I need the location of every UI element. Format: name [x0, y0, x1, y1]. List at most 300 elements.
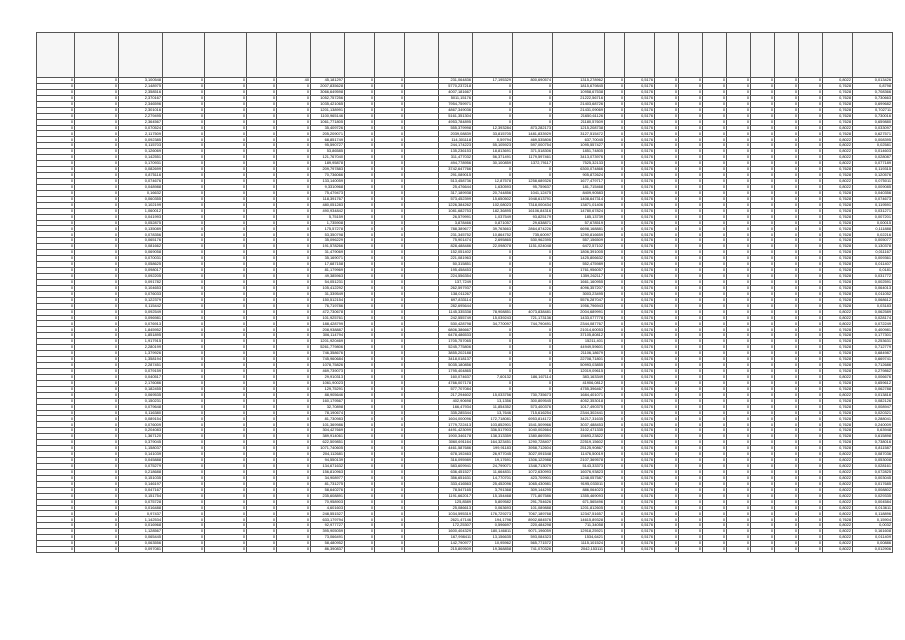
- table-cell[interactable]: 0: [37, 374, 75, 380]
- table-cell[interactable]: 0,627571: [853, 131, 893, 137]
- table-cell[interactable]: 0: [247, 161, 277, 167]
- table-cell[interactable]: 0: [247, 493, 277, 499]
- table-cell[interactable]: 0: [751, 398, 775, 404]
- table-cell[interactable]: 0: [247, 214, 277, 220]
- table-cell[interactable]: 0: [703, 505, 727, 511]
- table-cell[interactable]: 0: [513, 167, 553, 173]
- table-cell[interactable]: 1151,024048: [513, 244, 553, 250]
- table-cell[interactable]: 383,163349: [553, 374, 605, 380]
- table-cell[interactable]: 6806,386667: [439, 327, 473, 333]
- table-cell[interactable]: 0: [679, 499, 703, 505]
- table-cell[interactable]: 0,5176: [625, 440, 655, 446]
- table-cell[interactable]: 0: [205, 285, 247, 291]
- table-cell[interactable]: 1061,90023: [311, 380, 345, 386]
- table-cell[interactable]: 0,8022: [823, 125, 853, 131]
- table-cell[interactable]: 0: [75, 505, 119, 511]
- table-cell[interactable]: 1201,138991: [311, 107, 345, 113]
- table-cell[interactable]: 0: [605, 273, 625, 279]
- table-cell[interactable]: 0: [75, 499, 119, 505]
- table-cell[interactable]: 0: [703, 297, 727, 303]
- table-cell[interactable]: 0: [345, 303, 375, 309]
- table-cell[interactable]: 0: [375, 238, 405, 244]
- table-cell[interactable]: 0: [75, 351, 119, 357]
- table-cell[interactable]: 93,825179: [513, 214, 553, 220]
- table-cell[interactable]: 0: [775, 196, 799, 202]
- table-cell[interactable]: 0: [751, 95, 775, 101]
- table-cell[interactable]: 0: [345, 101, 375, 107]
- table-cell[interactable]: 0: [727, 374, 751, 380]
- table-cell[interactable]: 0: [247, 262, 277, 268]
- table-cell[interactable]: 0: [679, 392, 703, 398]
- table-cell[interactable]: 0: [605, 89, 625, 95]
- table-cell[interactable]: 0: [205, 250, 247, 256]
- table-cell[interactable]: 0: [799, 511, 823, 517]
- table-cell[interactable]: 0,5176: [625, 404, 655, 410]
- table-cell[interactable]: 0: [605, 167, 625, 173]
- table-cell[interactable]: 73,066491: [311, 535, 345, 541]
- table-cell[interactable]: 10958,67538: [553, 89, 605, 95]
- table-cell[interactable]: 0: [775, 208, 799, 214]
- table-cell[interactable]: 0: [513, 101, 553, 107]
- table-cell[interactable]: 0: [247, 469, 277, 475]
- table-cell[interactable]: 0: [799, 380, 823, 386]
- table-cell[interactable]: 0: [703, 416, 727, 422]
- table-cell[interactable]: 0: [247, 83, 277, 89]
- table-cell[interactable]: 0: [247, 440, 277, 446]
- table-cell[interactable]: 0: [37, 368, 75, 374]
- table-cell[interactable]: 0: [727, 78, 751, 84]
- table-cell[interactable]: 14615,89328: [553, 517, 605, 523]
- table-cell[interactable]: 0: [605, 113, 625, 119]
- table-cell[interactable]: 1779,722413: [439, 422, 473, 428]
- table-cell[interactable]: 0: [655, 469, 679, 475]
- table-cell[interactable]: 0: [37, 541, 75, 547]
- table-cell[interactable]: 0: [727, 505, 751, 511]
- table-cell[interactable]: 0: [37, 268, 75, 274]
- table-cell[interactable]: 513,458736: [439, 178, 473, 184]
- table-cell[interactable]: 0: [247, 541, 277, 547]
- table-cell[interactable]: 555,379998: [439, 125, 473, 131]
- table-cell[interactable]: 0: [655, 78, 679, 84]
- table-cell[interactable]: 316,095989: [439, 458, 473, 464]
- table-cell[interactable]: 0: [655, 392, 679, 398]
- table-cell[interactable]: 1795,404865: [439, 368, 473, 374]
- table-cell[interactable]: 0: [205, 487, 247, 493]
- table-cell[interactable]: 0: [727, 345, 751, 351]
- table-cell[interactable]: 0: [655, 291, 679, 297]
- table-cell[interactable]: 0,161608: [853, 529, 893, 535]
- table-cell[interactable]: 0: [727, 161, 751, 167]
- table-cell[interactable]: 0,5176: [625, 250, 655, 256]
- table-cell[interactable]: 0: [727, 83, 751, 89]
- table-cell[interactable]: 0: [799, 475, 823, 481]
- table-cell[interactable]: 0: [473, 95, 513, 101]
- table-cell[interactable]: 0,5176: [625, 386, 655, 392]
- table-cell[interactable]: 0: [751, 368, 775, 374]
- table-cell[interactable]: 0: [727, 339, 751, 345]
- table-cell[interactable]: 172,25307: [439, 523, 473, 529]
- table-cell[interactable]: 0: [473, 101, 513, 107]
- table-cell[interactable]: 0,0032: [853, 523, 893, 529]
- table-cell[interactable]: 0: [247, 143, 277, 149]
- table-cell[interactable]: 0,5176: [625, 374, 655, 380]
- table-cell[interactable]: 0: [277, 398, 311, 404]
- table-cell[interactable]: 0,5176: [625, 119, 655, 125]
- table-cell[interactable]: 0: [37, 493, 75, 499]
- table-cell[interactable]: 0: [703, 517, 727, 523]
- table-cell[interactable]: 0: [751, 416, 775, 422]
- table-cell[interactable]: 0: [473, 250, 513, 256]
- table-cell[interactable]: 0,7628: [823, 256, 853, 262]
- table-cell[interactable]: 0: [605, 196, 625, 202]
- table-cell[interactable]: 0: [605, 173, 625, 179]
- table-cell[interactable]: 0: [205, 392, 247, 398]
- table-cell[interactable]: 0: [605, 184, 625, 190]
- table-cell[interactable]: 0: [473, 89, 513, 95]
- table-cell[interactable]: 0: [247, 315, 277, 321]
- table-cell[interactable]: 0: [679, 333, 703, 339]
- table-cell[interactable]: 552,475989: [553, 262, 605, 268]
- table-cell[interactable]: 0: [163, 487, 205, 493]
- table-cell[interactable]: 0,5176: [625, 83, 655, 89]
- table-cell[interactable]: 0: [513, 351, 553, 357]
- table-cell[interactable]: 125,8589: [439, 499, 473, 505]
- table-cell[interactable]: 0: [75, 155, 119, 161]
- table-cell[interactable]: 0: [679, 232, 703, 238]
- table-cell[interactable]: 0: [205, 505, 247, 511]
- table-cell[interactable]: 333,416563: [439, 481, 473, 487]
- table-cell[interactable]: 0,072249: [853, 321, 893, 327]
- table-cell[interactable]: 0: [655, 321, 679, 327]
- table-cell[interactable]: 0: [247, 505, 277, 511]
- table-cell[interactable]: 1,142534: [119, 517, 163, 523]
- table-cell[interactable]: 1661,160955: [553, 279, 605, 285]
- table-cell[interactable]: 0: [679, 190, 703, 196]
- table-cell[interactable]: 0: [799, 452, 823, 458]
- table-cell[interactable]: 0: [473, 113, 513, 119]
- table-cell[interactable]: 0,014603: [853, 149, 893, 155]
- table-cell[interactable]: 0: [37, 458, 75, 464]
- table-cell[interactable]: 2007,835628: [311, 83, 345, 89]
- table-cell[interactable]: 0: [277, 368, 311, 374]
- table-cell[interactable]: 0: [679, 440, 703, 446]
- table-cell[interactable]: 0,5176: [625, 333, 655, 339]
- table-cell[interactable]: 0: [375, 458, 405, 464]
- table-cell[interactable]: 0: [75, 173, 119, 179]
- table-cell[interactable]: 0: [605, 321, 625, 327]
- table-cell[interactable]: 0: [247, 155, 277, 161]
- table-cell[interactable]: 3958,712604: [513, 446, 553, 452]
- table-cell[interactable]: 0: [775, 368, 799, 374]
- table-cell[interactable]: 0: [727, 351, 751, 357]
- table-cell[interactable]: 0: [751, 202, 775, 208]
- table-cell[interactable]: 0: [799, 178, 823, 184]
- column-header[interactable]: [405, 33, 439, 78]
- table-cell[interactable]: 0: [655, 214, 679, 220]
- table-cell[interactable]: 0,069535: [119, 392, 163, 398]
- table-cell[interactable]: 0: [727, 113, 751, 119]
- table-cell[interactable]: 0: [163, 475, 205, 481]
- table-cell[interactable]: 4,601603: [311, 505, 345, 511]
- table-cell[interactable]: 0: [679, 505, 703, 511]
- table-cell[interactable]: 2344,302441: [553, 410, 605, 416]
- table-cell[interactable]: 0,5176: [625, 256, 655, 262]
- table-cell[interactable]: 160,074637: [439, 374, 473, 380]
- table-cell[interactable]: 0: [655, 149, 679, 155]
- table-cell[interactable]: 248,551527: [311, 511, 345, 517]
- table-cell[interactable]: 0: [277, 315, 311, 321]
- table-cell[interactable]: 0: [751, 173, 775, 179]
- table-cell[interactable]: 0: [799, 101, 823, 107]
- table-cell[interactable]: 0: [775, 505, 799, 511]
- table-cell[interactable]: 0: [75, 481, 119, 487]
- table-cell[interactable]: 0: [799, 315, 823, 321]
- table-cell[interactable]: 0: [163, 196, 205, 202]
- table-cell[interactable]: 0: [799, 422, 823, 428]
- table-cell[interactable]: 0: [37, 273, 75, 279]
- table-cell[interactable]: 0,8022: [823, 541, 853, 547]
- table-cell[interactable]: 0: [751, 107, 775, 113]
- table-cell[interactable]: 0: [163, 202, 205, 208]
- table-cell[interactable]: 0: [655, 285, 679, 291]
- table-cell[interactable]: 19,368858: [473, 547, 513, 553]
- table-cell[interactable]: 0: [163, 505, 205, 511]
- table-cell[interactable]: 0: [751, 232, 775, 238]
- table-cell[interactable]: 0,8022: [823, 493, 853, 499]
- table-cell[interactable]: 182,36895: [473, 208, 513, 214]
- table-cell[interactable]: 0,15904: [853, 517, 893, 523]
- table-cell[interactable]: 0: [37, 339, 75, 345]
- table-cell[interactable]: 15,039243: [473, 315, 513, 321]
- table-cell[interactable]: 0: [513, 113, 553, 119]
- table-cell[interactable]: 0: [655, 161, 679, 167]
- table-cell[interactable]: 0: [679, 137, 703, 143]
- table-cell[interactable]: 0: [75, 380, 119, 386]
- table-cell[interactable]: 0: [605, 190, 625, 196]
- table-cell[interactable]: 0: [75, 511, 119, 517]
- table-cell[interactable]: 0: [799, 446, 823, 452]
- table-cell[interactable]: 2,695865: [473, 238, 513, 244]
- table-cell[interactable]: 0,082699: [119, 167, 163, 173]
- table-cell[interactable]: 0: [605, 315, 625, 321]
- table-cell[interactable]: 0: [727, 333, 751, 339]
- table-cell[interactable]: 0,119315: [853, 167, 893, 173]
- table-cell[interactable]: 0: [679, 303, 703, 309]
- table-cell[interactable]: 0: [703, 119, 727, 125]
- table-cell[interactable]: 0: [37, 131, 75, 137]
- table-cell[interactable]: 0,288041: [853, 416, 893, 422]
- table-cell[interactable]: 0: [679, 339, 703, 345]
- table-cell[interactable]: 0: [205, 404, 247, 410]
- table-cell[interactable]: 0: [605, 178, 625, 184]
- table-cell[interactable]: 0,7628: [823, 89, 853, 95]
- table-cell[interactable]: 0: [751, 273, 775, 279]
- table-cell[interactable]: 25125,90867: [553, 446, 605, 452]
- table-cell[interactable]: 166,47934: [439, 404, 473, 410]
- table-cell[interactable]: 0: [775, 422, 799, 428]
- table-cell[interactable]: 0: [247, 517, 277, 523]
- table-cell[interactable]: 0: [655, 303, 679, 309]
- table-cell[interactable]: 0: [37, 511, 75, 517]
- table-cell[interactable]: 0,087036: [853, 452, 893, 458]
- table-cell[interactable]: 0: [277, 505, 311, 511]
- table-cell[interactable]: 0: [247, 380, 277, 386]
- table-cell[interactable]: 0: [727, 529, 751, 535]
- table-cell[interactable]: 44949,59601: [553, 345, 605, 351]
- table-cell[interactable]: 565,771572: [513, 541, 553, 547]
- table-cell[interactable]: 0: [75, 184, 119, 190]
- table-cell[interactable]: 0,708366: [853, 89, 893, 95]
- table-cell[interactable]: 0: [655, 202, 679, 208]
- table-cell[interactable]: 0: [679, 357, 703, 363]
- table-cell[interactable]: 0: [345, 137, 375, 143]
- table-cell[interactable]: 0: [751, 345, 775, 351]
- table-cell[interactable]: 1081,682753: [439, 208, 473, 214]
- table-cell[interactable]: 0,182455: [119, 386, 163, 392]
- table-cell[interactable]: 0: [775, 167, 799, 173]
- table-cell[interactable]: 0: [345, 178, 375, 184]
- table-cell[interactable]: 0: [751, 463, 775, 469]
- table-cell[interactable]: 0: [345, 95, 375, 101]
- table-cell[interactable]: 0: [751, 244, 775, 250]
- table-cell[interactable]: 0: [655, 184, 679, 190]
- table-cell[interactable]: 0: [375, 517, 405, 523]
- table-cell[interactable]: 0: [605, 493, 625, 499]
- table-cell[interactable]: 208,938887: [311, 327, 345, 333]
- table-cell[interactable]: 0: [375, 256, 405, 262]
- table-cell[interactable]: 0: [775, 404, 799, 410]
- table-cell[interactable]: 0: [703, 273, 727, 279]
- table-cell[interactable]: 0: [163, 173, 205, 179]
- table-cell[interactable]: 0: [751, 434, 775, 440]
- table-cell[interactable]: 0: [277, 529, 311, 535]
- table-cell[interactable]: 0,00015: [853, 220, 893, 226]
- table-cell[interactable]: 1433,077778: [553, 315, 605, 321]
- table-cell[interactable]: 0: [75, 363, 119, 369]
- table-cell[interactable]: 0: [775, 339, 799, 345]
- table-cell[interactable]: 0,097081: [119, 547, 163, 553]
- table-cell[interactable]: 0: [473, 386, 513, 392]
- column-header[interactable]: [75, 33, 119, 78]
- table-cell[interactable]: 0: [375, 363, 405, 369]
- table-cell[interactable]: 0: [605, 505, 625, 511]
- table-cell[interactable]: 0: [727, 262, 751, 268]
- table-cell[interactable]: 0,079159: [119, 368, 163, 374]
- table-cell[interactable]: 0: [751, 547, 775, 553]
- table-cell[interactable]: 0: [37, 327, 75, 333]
- table-cell[interactable]: 0: [75, 149, 119, 155]
- table-cell[interactable]: 573,400376: [513, 404, 553, 410]
- table-cell[interactable]: 21222,56716: [553, 95, 605, 101]
- table-cell[interactable]: 0: [679, 458, 703, 464]
- table-cell[interactable]: 0: [679, 428, 703, 434]
- table-cell[interactable]: 0,5176: [625, 95, 655, 101]
- table-cell[interactable]: 1,735908: [311, 220, 345, 226]
- table-cell[interactable]: 0: [605, 398, 625, 404]
- table-cell[interactable]: 0: [799, 339, 823, 345]
- table-cell[interactable]: 0: [751, 363, 775, 369]
- table-cell[interactable]: 0: [799, 184, 823, 190]
- table-cell[interactable]: 0: [247, 303, 277, 309]
- table-cell[interactable]: 6698,168881: [553, 226, 605, 232]
- table-cell[interactable]: 1290,816659: [553, 232, 605, 238]
- table-cell[interactable]: 0: [345, 238, 375, 244]
- table-cell[interactable]: 17,195329: [473, 78, 513, 84]
- table-cell[interactable]: 0: [163, 547, 205, 553]
- table-cell[interactable]: 0: [799, 327, 823, 333]
- table-cell[interactable]: 4491,423099: [439, 428, 473, 434]
- table-cell[interactable]: 0,5176: [625, 339, 655, 345]
- table-cell[interactable]: 32,70898: [311, 404, 345, 410]
- table-cell[interactable]: 0: [163, 315, 205, 321]
- table-cell[interactable]: 0,5176: [625, 107, 655, 113]
- table-cell[interactable]: 156,810963: [311, 469, 345, 475]
- table-cell[interactable]: 0: [679, 113, 703, 119]
- table-cell[interactable]: 0: [37, 101, 75, 107]
- table-cell[interactable]: 0: [345, 363, 375, 369]
- table-cell[interactable]: 0: [655, 101, 679, 107]
- table-cell[interactable]: 0: [799, 125, 823, 131]
- table-cell[interactable]: 0: [75, 469, 119, 475]
- table-cell[interactable]: 0: [277, 386, 311, 392]
- table-cell[interactable]: 0: [163, 428, 205, 434]
- table-cell[interactable]: 0: [163, 333, 205, 339]
- table-cell[interactable]: 0: [345, 285, 375, 291]
- table-cell[interactable]: 0,7628: [823, 232, 853, 238]
- table-cell[interactable]: 0: [163, 357, 205, 363]
- table-cell[interactable]: 0,5176: [625, 244, 655, 250]
- table-cell[interactable]: 0: [679, 452, 703, 458]
- table-cell[interactable]: 0,8022: [823, 547, 853, 553]
- table-cell[interactable]: 1078,75826: [311, 363, 345, 369]
- table-cell[interactable]: 0: [751, 374, 775, 380]
- table-cell[interactable]: 0: [751, 250, 775, 256]
- table-cell[interactable]: 0: [345, 262, 375, 268]
- table-cell[interactable]: 0: [679, 380, 703, 386]
- table-cell[interactable]: 0: [655, 386, 679, 392]
- table-cell[interactable]: 0: [799, 374, 823, 380]
- table-cell[interactable]: 0: [277, 452, 311, 458]
- table-cell[interactable]: 0: [375, 208, 405, 214]
- table-cell[interactable]: 0: [277, 262, 311, 268]
- table-cell[interactable]: 0: [375, 107, 405, 113]
- table-cell[interactable]: 0,5176: [625, 167, 655, 173]
- table-cell[interactable]: 12,87578: [473, 178, 513, 184]
- table-cell[interactable]: 0,053008: [853, 458, 893, 464]
- table-cell[interactable]: 0,8022: [823, 137, 853, 143]
- table-cell[interactable]: 0: [163, 178, 205, 184]
- table-cell[interactable]: 2004,689991: [553, 309, 605, 315]
- table-cell[interactable]: 0: [163, 446, 205, 452]
- table-cell[interactable]: 0: [163, 214, 205, 220]
- table-cell[interactable]: 0: [345, 161, 375, 167]
- table-cell[interactable]: 0: [75, 339, 119, 345]
- table-cell[interactable]: 0,5176: [625, 149, 655, 155]
- table-cell[interactable]: 0: [163, 392, 205, 398]
- table-cell[interactable]: 0,5176: [625, 357, 655, 363]
- table-cell[interactable]: 0: [163, 386, 205, 392]
- table-cell[interactable]: 0: [345, 535, 375, 541]
- column-header[interactable]: [553, 33, 605, 78]
- table-cell[interactable]: 0: [605, 392, 625, 398]
- table-cell[interactable]: 0,011407: [853, 262, 893, 268]
- table-cell[interactable]: 0: [775, 410, 799, 416]
- table-cell[interactable]: 0: [375, 505, 405, 511]
- table-cell[interactable]: 35,096229: [311, 238, 345, 244]
- table-cell[interactable]: 0: [703, 149, 727, 155]
- table-cell[interactable]: 0: [247, 333, 277, 339]
- table-cell[interactable]: 0: [345, 131, 375, 137]
